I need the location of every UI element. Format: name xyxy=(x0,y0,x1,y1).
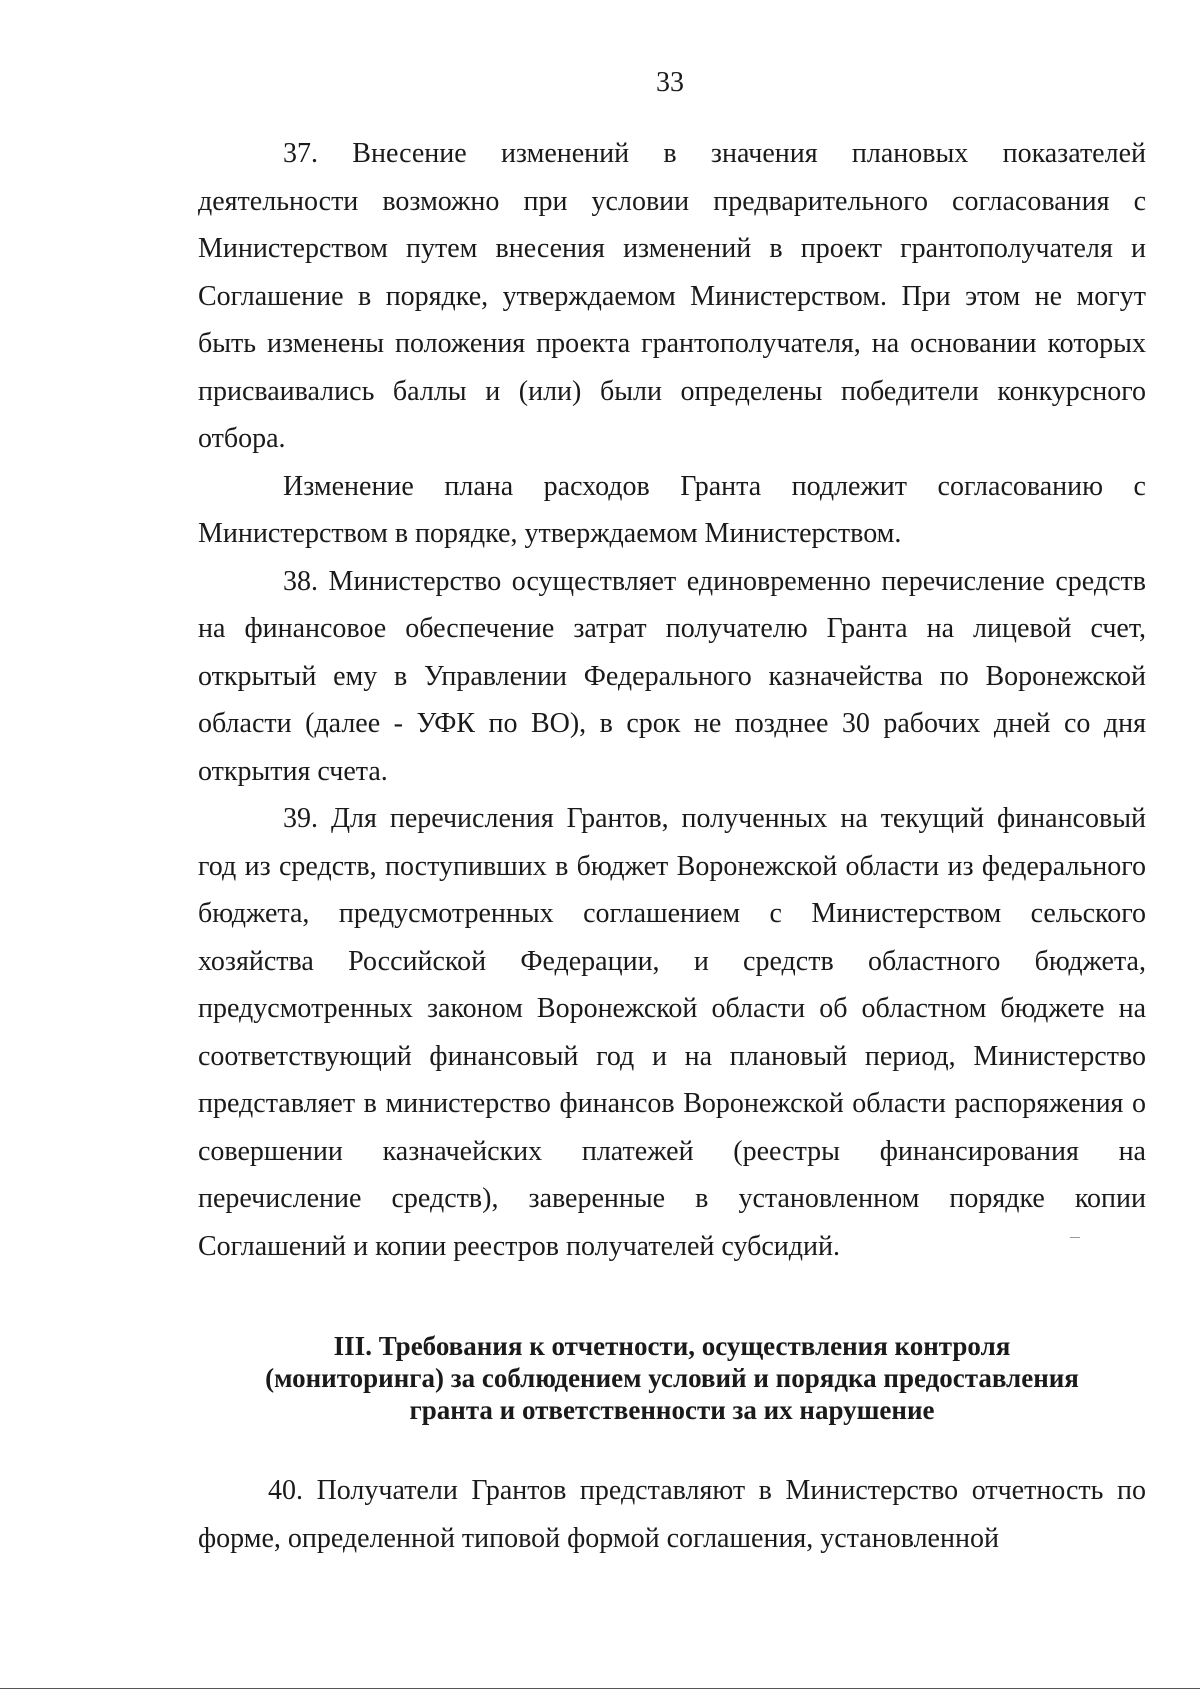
paragraph-37: 37. Внесение изменений в значения плановых показателей деятельности возможно при условии предварительного согласования с Министерством путем внесения изменений в проект грантополучателя и Соглашение в порядке, утверждаемом Министерством. При этом не могут быть изменены положения проекта грантополучателя, на основании которых присваивались баллы и (или) были определены победители конкурсного отбора. xyxy=(198,138,1146,454)
page-number: 33 xyxy=(656,67,684,98)
document-body xyxy=(198,130,1146,1270)
paragraph-39: 39. Для перечисления Грантов, полученных на текущий финансовый год из средств, поступивших в бюджет Воронежской области из федерального бюджета, предусмотренных соглашением с Министерством сельского хозяйства Российской Федерации, и средств областного бюджета, предусмотренных законом Воронежской области об областном бюджете на соответствующий финансовый год и на плановый период, Министерство представляет в министерство финансов Воронежской области распоряжения о совершении казначейских платежей (реестры финансирования на перечисление средств), заверенные в установленном порядке копии Соглашений и копии реестров получателей субсидий. xyxy=(198,803,1146,1262)
paragraph-38: 38. Министерство осуществляет единовременно перечисление средств на финансовое обеспечение затрат получателю Гранта на лицевой счет, открытый ему в Управлении Федерального казначейства по Воронежской области (далее - УФК по ВО), в срок не позднее 30 рабочих дней со дня открытия счета. xyxy=(198,565,1146,787)
paragraph-37-expense-plan: Изменение плана расходов Гранта подлежит согласованию с Министерством в порядке, утверждаемом Министерством. xyxy=(198,470,1146,549)
page-bottom-rule xyxy=(0,1688,1200,1689)
section-heading xyxy=(198,1330,1146,1426)
section-heading-line-1: III. Требования к отчетности, осуществления контроля xyxy=(333,1331,1011,1361)
section-heading-line-3: гранта и ответственности за их нарушение xyxy=(409,1395,935,1425)
document-body-continued xyxy=(198,1467,1146,1562)
paragraph-40: 40. Получатели Грантов представляют в Министерство отчетность по форме, определенной типовой формой соглашения, установленной xyxy=(198,1475,1146,1554)
scan-artifact xyxy=(1070,1237,1080,1238)
section-heading-line-2: (мониторинга) за соблюдением условий и порядка предоставления xyxy=(265,1363,1079,1393)
